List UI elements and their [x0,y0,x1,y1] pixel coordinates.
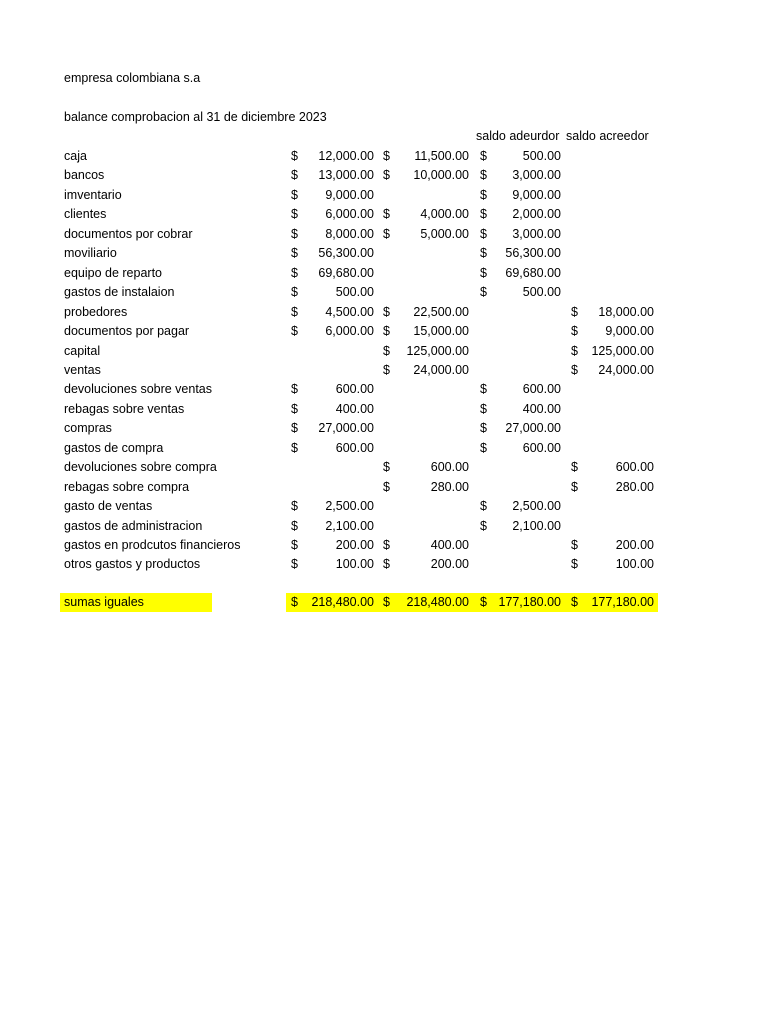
currency-symbol: $ [291,149,298,163]
amount-deudor: 3,000.00 [512,168,561,183]
amount-deudor: 2,000.00 [512,207,561,222]
currency-symbol: $ [291,401,298,416]
account-name: bancos [64,168,105,183]
amount-haber: 10,000.00 [413,168,469,183]
amount-acreedor: 600.00 [615,460,654,475]
table-row [0,148,768,168]
amount-deudor: 400.00 [522,401,561,416]
amount-debe: 600.00 [335,440,374,455]
currency-symbol: $ [571,538,578,552]
amount-acreedor: 24,000.00 [598,362,654,377]
account-name: documentos por pagar [64,324,190,339]
table-row [0,537,768,557]
currency-symbol: $ [291,207,298,222]
table-row [0,323,768,343]
table-row [0,479,768,499]
table-row [0,187,768,207]
table-row [0,362,768,382]
account-name: gastos de instalaion [64,285,175,300]
account-name: gasto de ventas [64,499,153,514]
currency-symbol: $ [291,226,298,241]
account-name: otros gastos y productos [64,557,201,572]
amount-deudor: 69,680.00 [505,265,561,280]
totals-row [0,593,768,613]
amount-haber: 125,000.00 [406,343,469,358]
currency-symbol: $ [480,187,487,202]
header-saldo-acreedor: saldo acreedor [566,129,649,143]
currency-symbol: $ [571,595,578,609]
table-row [0,420,768,440]
currency-symbol: $ [480,440,487,455]
amount-acreedor: 125,000.00 [591,343,654,358]
amount-haber: 5,000.00 [420,226,469,241]
currency-symbol: $ [383,479,390,494]
amount-haber: 400.00 [430,538,469,552]
amount-debe: 8,000.00 [325,226,374,241]
currency-symbol: $ [571,304,578,319]
table-row [0,245,768,265]
account-name: rebagas sobre ventas [64,401,185,416]
currency-symbol: $ [571,557,578,572]
currency-symbol: $ [291,246,298,261]
account-name: moviliario [64,246,117,261]
account-name: documentos por cobrar [64,226,193,241]
currency-symbol: $ [291,168,298,183]
currency-symbol: $ [383,149,390,163]
currency-symbol: $ [291,595,298,609]
table-row [0,304,768,324]
currency-symbol: $ [383,538,390,552]
account-name: gastos de administracion [64,518,203,533]
amount-deudor: 600.00 [522,440,561,455]
company-name: empresa colombiana s.a [64,71,201,85]
amount-debe: 13,000.00 [318,168,374,183]
account-name: ventas [64,362,101,377]
currency-symbol: $ [291,518,298,533]
table-row [0,343,768,363]
account-name: caja [64,149,87,163]
amount-debe: 200.00 [335,538,374,552]
table-row [0,518,768,538]
amount-haber: 22,500.00 [413,304,469,319]
table-row [0,556,768,576]
account-name: gastos de compra [64,440,164,455]
currency-symbol: $ [480,168,487,183]
currency-symbol: $ [291,285,298,300]
amount-deudor: 27,000.00 [505,421,561,436]
amount-haber: 600.00 [430,460,469,475]
table-row [0,401,768,421]
currency-symbol: $ [291,499,298,514]
currency-symbol: $ [480,595,487,609]
amount-debe: 600.00 [335,382,374,397]
currency-symbol: $ [480,421,487,436]
amount-debe: 100.00 [335,557,374,572]
account-name: clientes [64,207,107,222]
amount-deudor: 600.00 [522,382,561,397]
table-row [0,381,768,401]
account-name: probedores [64,304,128,319]
table-row [0,226,768,246]
amount-debe: 400.00 [335,401,374,416]
currency-symbol: $ [383,168,390,183]
currency-symbol: $ [291,538,298,552]
amount-debe: 4,500.00 [325,304,374,319]
amount-acreedor: 200.00 [615,538,654,552]
currency-symbol: $ [383,557,390,572]
amount-debe: 6,000.00 [325,324,374,339]
currency-symbol: $ [480,285,487,300]
currency-symbol: $ [480,149,487,163]
amount-deudor: 500.00 [522,149,561,163]
amount-debe: 56,300.00 [318,246,374,261]
amount-deudor: 2,500.00 [512,499,561,514]
table-row [0,284,768,304]
table-row [0,265,768,285]
amount-haber: 24,000.00 [413,362,469,377]
currency-symbol: $ [571,460,578,475]
currency-symbol: $ [383,207,390,222]
currency-symbol: $ [383,304,390,319]
account-name: devoluciones sobre ventas [64,382,213,397]
currency-symbol: $ [480,265,487,280]
amount-acreedor: 100.00 [615,557,654,572]
amount-deudor: 3,000.00 [512,226,561,241]
table-row [0,206,768,226]
currency-symbol: $ [383,460,390,475]
currency-symbol: $ [383,362,390,377]
amount-acreedor: 280.00 [615,479,654,494]
amount-debe: 9,000.00 [325,187,374,202]
currency-symbol: $ [291,187,298,202]
currency-symbol: $ [383,595,390,609]
account-name: equipo de reparto [64,265,162,280]
total-acreedor: 177,180.00 [591,595,654,609]
totals-label: sumas iguales [64,595,144,609]
amount-deudor: 9,000.00 [512,187,561,202]
amount-haber: 15,000.00 [413,324,469,339]
amount-haber: 4,000.00 [420,207,469,222]
amount-debe: 2,100.00 [325,518,374,533]
currency-symbol: $ [383,324,390,339]
account-name: gastos en prodcutos financieros [64,538,241,552]
currency-symbol: $ [480,401,487,416]
currency-symbol: $ [480,226,487,241]
currency-symbol: $ [383,226,390,241]
currency-symbol: $ [291,440,298,455]
table-row [0,459,768,479]
account-name: compras [64,421,112,436]
account-name: rebagas sobre compra [64,479,190,494]
currency-symbol: $ [480,246,487,261]
amount-debe: 69,680.00 [318,265,374,280]
total-debe: 218,480.00 [311,595,374,609]
amount-deudor: 2,100.00 [512,518,561,533]
table-row [0,440,768,460]
account-name: capital [64,343,101,358]
table-row [0,498,768,518]
amount-debe: 500.00 [335,285,374,300]
currency-symbol: $ [291,265,298,280]
amount-debe: 27,000.00 [318,421,374,436]
currency-symbol: $ [571,362,578,377]
currency-symbol: $ [291,421,298,436]
currency-symbol: $ [480,382,487,397]
total-deudor: 177,180.00 [498,595,561,609]
currency-symbol: $ [383,343,390,358]
amount-haber: 200.00 [430,557,469,572]
amount-debe: 2,500.00 [325,499,374,514]
currency-symbol: $ [480,207,487,222]
amount-haber: 11,500.00 [414,149,469,163]
amount-debe: 6,000.00 [325,207,374,222]
table-row [0,167,768,187]
currency-symbol: $ [571,479,578,494]
currency-symbol: $ [571,324,578,339]
currency-symbol: $ [291,304,298,319]
amount-deudor: 500.00 [522,285,561,300]
currency-symbol: $ [480,518,487,533]
amount-acreedor: 9,000.00 [605,324,654,339]
total-haber: 218,480.00 [406,595,469,609]
account-name: imventario [64,187,122,202]
currency-symbol: $ [291,324,298,339]
amount-haber: 280.00 [430,479,469,494]
account-name: devoluciones sobre compra [64,460,217,475]
currency-symbol: $ [291,557,298,572]
currency-symbol: $ [571,343,578,358]
currency-symbol: $ [480,499,487,514]
amount-debe: 12,000.00 [318,149,374,163]
report-title: balance comprobacion al 31 de diciembre 2023 [64,110,327,124]
amount-acreedor: 18,000.00 [598,304,654,319]
amount-deudor: 56,300.00 [505,246,561,261]
currency-symbol: $ [291,382,298,397]
header-saldo-deudor: saldo adeurdor [476,129,560,143]
